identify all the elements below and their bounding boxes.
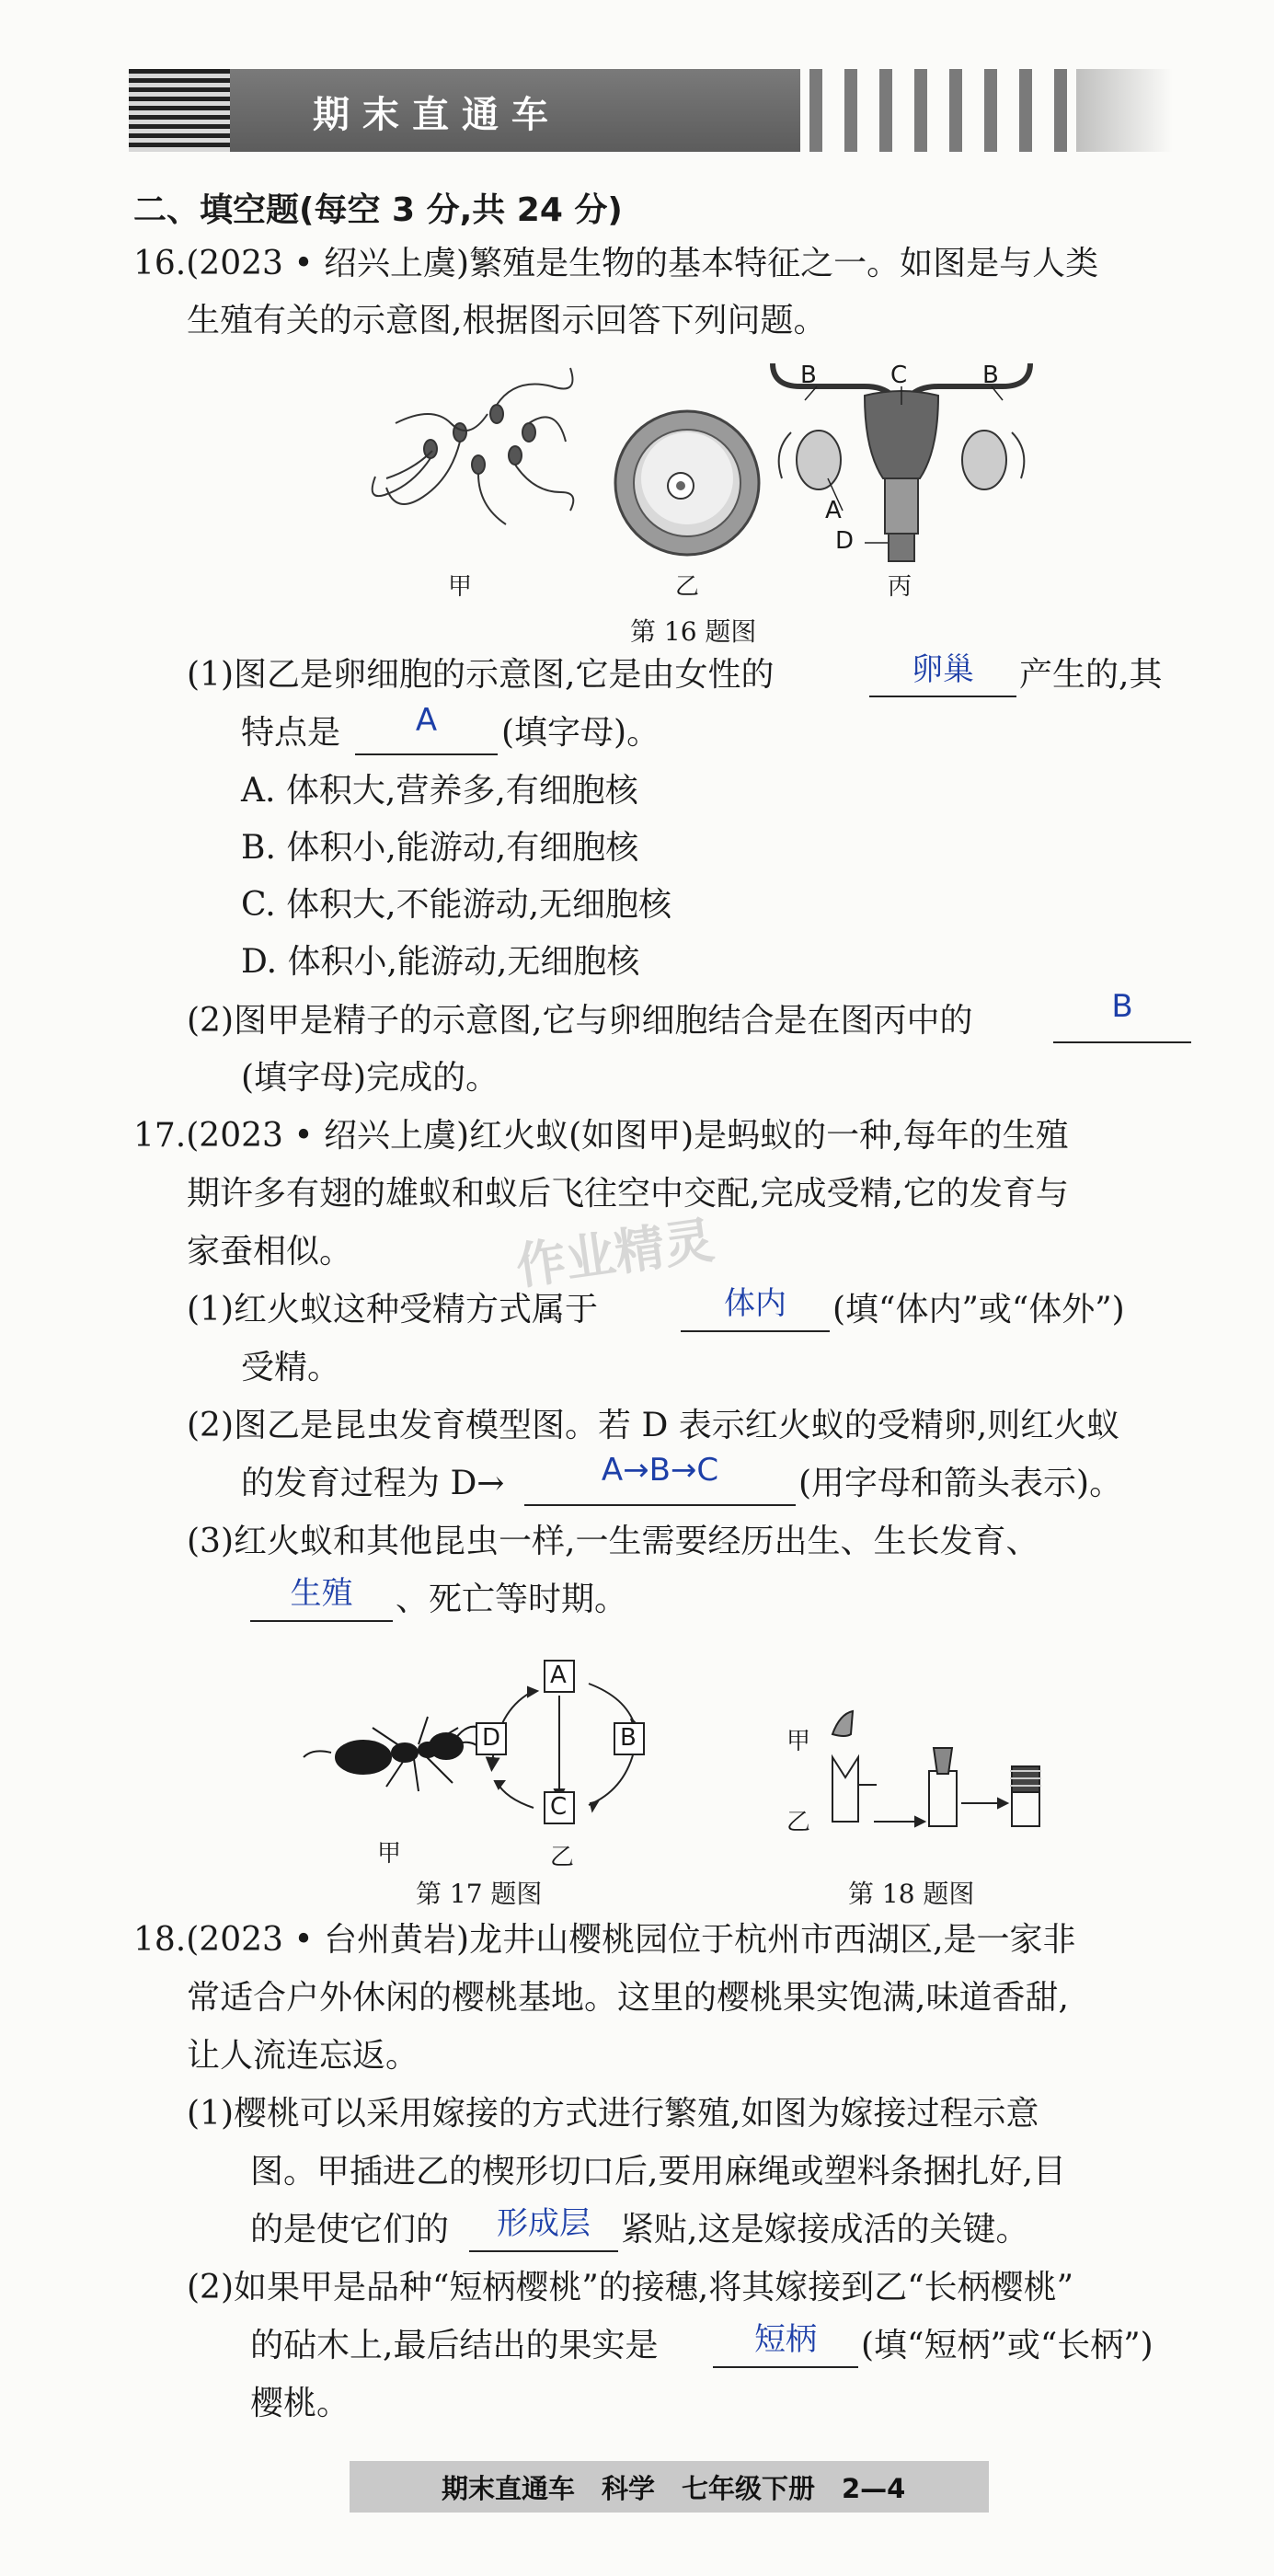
q17-p3-answer: 生殖 (290, 1575, 353, 1612)
q17-p2-line2-b: (用字母和箭头表示)。 (798, 1465, 1123, 1502)
q16-label-C: C (890, 362, 908, 389)
q16-p1-line2-a: 特点是 (241, 714, 341, 752)
q18-p2-line2-a: 的砧木上,最后结出的果实是 (250, 2327, 659, 2364)
q16-label-jia: 甲 (448, 573, 473, 601)
q16-p1-line2-b: (填字母)。 (501, 714, 660, 752)
q18-stem-line3: 让人流连忘返。 (187, 2037, 419, 2075)
watermark: 作业精灵 (512, 1211, 717, 1296)
q16-p1-answer1: 卵巢 (912, 651, 974, 688)
q18-p2-line1: (2)如果甲是品种“短柄樱桃”的接穗,将其嫁接到乙“长柄樱桃” (187, 2269, 1074, 2306)
q18-stem-line2: 常适合户外休闲的樱桃基地。这里的樱桃果实饱满,味道香甜, (187, 1979, 1069, 2017)
q18-p1-line2: 图。甲插进乙的楔形切口后,要用麻绳或塑料条捆扎好,目 (250, 2153, 1066, 2191)
q17-p1-line1-b: (填“体内”或“体外”) (832, 1291, 1125, 1328)
q16-caption: 第 16 题图 (630, 616, 757, 647)
ant-illustration (304, 1717, 483, 1791)
q17-p2-answer: A→B→C (601, 1452, 719, 1489)
q17-p1-answer: 体内 (724, 1285, 786, 1322)
q16-p2-answer: B (1111, 988, 1133, 1025)
q18-stem-line1: 18.(2023 • 台州黄岩)龙井山樱桃园位于杭州市西湖区,是一家非 (133, 1921, 1076, 1959)
q17-label-jia: 甲 (377, 1840, 402, 1868)
q16-stem-line1: 16.(2023 • 绍兴上虞)繁殖是生物的基本特征之一。如图是与人类 (133, 245, 1099, 282)
q16-p1-line1-a: (1)图乙是卵细胞的示意图,它是由女性的 (187, 656, 775, 694)
q17-p2-line2-a: 的发育过程为 D→ (241, 1465, 505, 1502)
q17-p1-line1-a: (1)红火蚁这种受精方式属于 (187, 1291, 598, 1328)
q17-label-yi: 乙 (550, 1844, 575, 1871)
q18-p2-line3: 樱桃。 (250, 2385, 350, 2422)
q16-p2-line1: (2)图甲是精子的示意图,它与卵细胞结合是在图丙中的 (187, 1002, 973, 1040)
q16-label-D: D (835, 527, 855, 555)
q17-p1-line2: 受精。 (241, 1349, 341, 1386)
q18-caption: 第 18 题图 (848, 1879, 975, 1909)
q16-label-bing: 丙 (888, 573, 912, 601)
q16-p2-line2: (填字母)完成的。 (241, 1059, 499, 1097)
q18-label-jia: 甲 (786, 1728, 811, 1755)
q16-label-B-right: B (982, 362, 999, 389)
q18-label-yi: 乙 (786, 1809, 811, 1836)
q17-cycle-label-D: D (482, 1724, 501, 1752)
q17-p3-line2: 、死亡等时期。 (396, 1581, 628, 1618)
q18-p1-line3-b: 紧贴,这是嫁接成活的关键。 (621, 2211, 1029, 2248)
q16-option-B: B. 体积小,能游动,有细胞核 (241, 829, 639, 867)
q18-p1-line3-a: 的是使它们的 (250, 2211, 450, 2248)
q16-option-A: A. 体积大,营养多,有细胞核 (241, 772, 638, 810)
q18-p1-answer: 形成层 (497, 2205, 591, 2242)
q16-option-D: D. 体积小,能游动,无细胞核 (241, 943, 640, 981)
q16-stem-line2: 生殖有关的示意图,根据图示回答下列问题。 (187, 302, 827, 339)
q16-option-C: C. 体积大,不能游动,无细胞核 (241, 886, 672, 924)
q18-p2-line2-b: (填“短柄”或“长柄”) (861, 2327, 1153, 2364)
q18-p1-line1: (1)樱桃可以采用嫁接的方式进行繁殖,如图为嫁接过程示意 (187, 2095, 1039, 2133)
banner-title: 期末直通车 (313, 94, 561, 136)
footer-text: 期末直通车 科学 七年级下册 2—4 (442, 2473, 906, 2504)
q16-p1-line1-b: 产生的,其 (1019, 656, 1163, 694)
q18-p2-answer: 短柄 (754, 2321, 817, 2358)
q17-p3-line1: (3)红火蚁和其他昆虫一样,一生需要经历出生、生长发育、 (187, 1523, 1039, 1560)
q17-stem-line2: 期许多有翅的雄蚁和蚁后飞往空中交配,完成受精,它的发育与 (187, 1175, 1069, 1213)
section-title: 二、填空题(每空 3 分,共 24 分) (133, 191, 623, 229)
q17-caption: 第 17 题图 (416, 1879, 543, 1909)
q17-cycle-label-A: A (550, 1662, 567, 1689)
q17-cycle-label-C: C (550, 1793, 568, 1821)
q17-stem-line3: 家蚕相似。 (187, 1233, 353, 1271)
q17-stem-line1: 17.(2023 • 绍兴上虞)红火蚁(如图甲)是蚂蚁的一种,每年的生殖 (133, 1117, 1069, 1155)
q16-p1-answer2: A (415, 702, 438, 739)
q17-p2-line1: (2)图乙是昆虫发育模型图。若 D 表示红火蚁的受精卵,则红火蚁 (187, 1407, 1120, 1444)
q16-label-B-left: B (800, 362, 817, 389)
q16-label-A: A (825, 497, 842, 524)
grafting-illustration (832, 1711, 1041, 1826)
q16-label-yi: 乙 (675, 573, 700, 601)
q17-cycle-label-B: B (620, 1724, 637, 1752)
